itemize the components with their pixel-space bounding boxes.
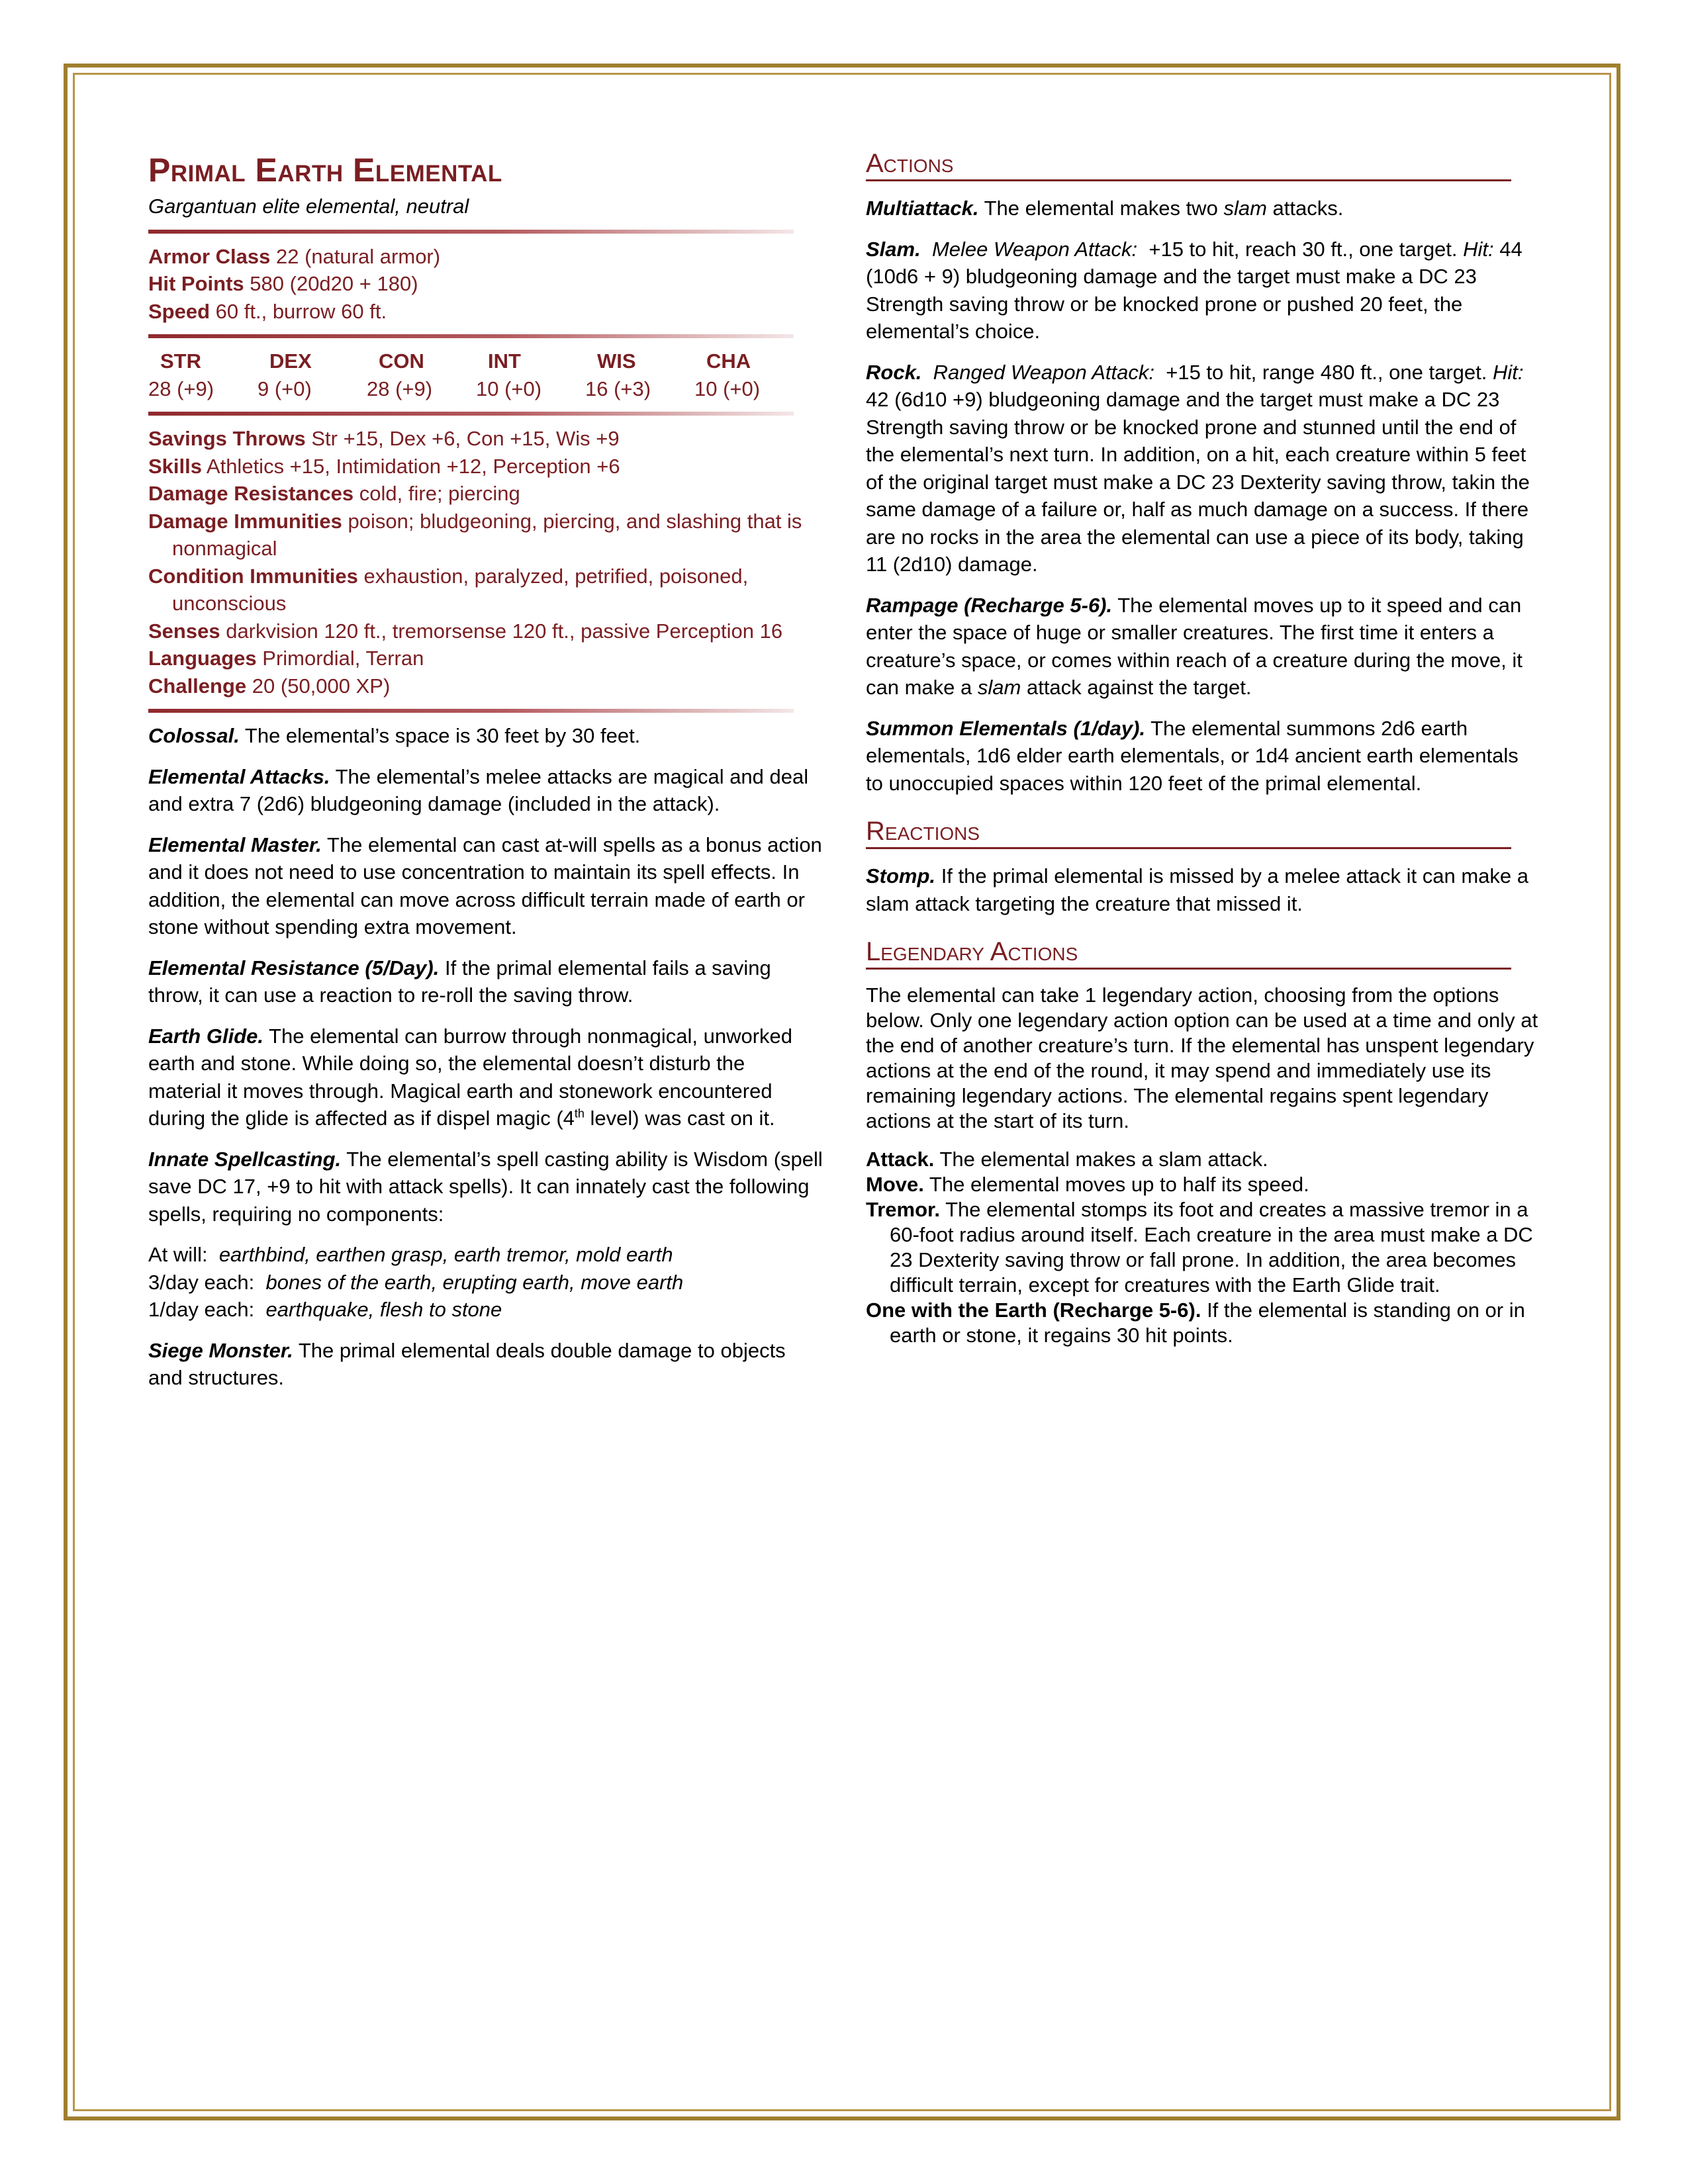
action-multiattack: Multiattack. The elemental makes two slam attacks. xyxy=(866,197,1344,220)
actions-heading: Actions xyxy=(866,149,1511,181)
spell-line: 1/day each: earthquake, flesh to stone xyxy=(148,1298,502,1321)
divider xyxy=(148,334,794,338)
monster-name: Primal Earth Elemental xyxy=(148,152,502,189)
divider xyxy=(148,709,794,713)
saving-throws: Savings Throws Str +15, Dex +6, Con +15, Wis +9 xyxy=(148,427,620,450)
languages: Languages Primordial, Terran xyxy=(148,647,424,670)
ability-scores xyxy=(148,347,804,402)
trait-elemental-resistance: Elemental Resistance (5/Day). If the primal elemental fails a saving throw, it can use a reaction to re-roll the saving throw. xyxy=(148,956,771,1007)
divider xyxy=(148,412,794,416)
stat-block-right-column xyxy=(866,149,1541,1348)
reactions-heading: Reactions xyxy=(866,817,1511,849)
divider xyxy=(148,230,794,234)
monster-type: Gargantuan elite elemental, neutral xyxy=(148,195,469,218)
ability-wis: WIS 16 (+3) xyxy=(585,349,651,400)
ability-int: INT 10 (+0) xyxy=(476,349,542,400)
trait-elemental-master: Elemental Master. The elemental can cast at-will spells as a bonus action and it does not need to use concentration to maintain its spell effects. In addition, the elemental can move across difficult terrain made of earth or stone without spending extra movement. xyxy=(148,833,822,938)
spell-line: 3/day each: bones of the earth, erupting earth, move earth xyxy=(148,1270,684,1294)
damage-immunities: Damage Immunities poison; bludgeoning, piercing, and slashing that is nonmagical xyxy=(148,509,802,560)
action-rampage: Rampage (Recharge 5-6). The elemental moves up to it speed and can enter the space of huge or smaller creatures. The first time it enters a creature’s space, or comes within reach of a creature during the move, it can make a slam attack against the target. xyxy=(866,593,1523,699)
damage-resistances: Damage Resistances cold, fire; piercing xyxy=(148,482,520,505)
trait-siege-monster: Siege Monster. The primal elemental deals double damage to objects and structures. xyxy=(148,1338,786,1389)
skills: Skills Athletics +15, Intimidation +12, Perception +6 xyxy=(148,454,620,478)
spell-line: At will: earthbind, earthen grasp, earth tremor, mold earth xyxy=(148,1243,673,1266)
legendary-attack: Attack. The elemental makes a slam attack. xyxy=(866,1148,1268,1171)
condition-immunities: Condition Immunities exhaustion, paralyzed, petrified, poisoned, unconscious xyxy=(148,564,749,615)
legendary-move: Move. The elemental moves up to half its speed. xyxy=(866,1173,1309,1196)
speed: Speed 60 ft., burrow 60 ft. xyxy=(148,299,387,323)
trait-elemental-attacks: Elemental Attacks. The elemental’s melee attacks are magical and deal and extra 7 (2d6) bludgeoning damage (included in the attack). xyxy=(148,764,809,815)
challenge: Challenge 20 (50,000 XP) xyxy=(148,674,391,698)
stat-block-left-column xyxy=(148,149,823,1405)
ability-cha: CHA 10 (+0) xyxy=(694,349,761,400)
legendary-intro: The elemental can take 1 legendary action, choosing from the options below. Only one legendary action option can be used at a time and only at the end of another creature’s turn. If the elemental has unspent legendary actions at the end of the round, it may spend and immediately use its remaining legendary actions. The elemental regains spent legendary actions at the start of its turn. xyxy=(866,983,1538,1132)
spell-list xyxy=(148,1241,823,1324)
senses: Senses darkvision 120 ft., tremorsense 120 ft., passive Perception 16 xyxy=(148,619,783,643)
hit-points: Hit Points 580 (20d20 + 180) xyxy=(148,272,418,295)
ability-str: STR 28 (+9) xyxy=(148,349,214,400)
legendary-one-with-the-earth: One with the Earth (Recharge 5-6). If the elemental is standing on or in earth or stone, it regains 30 hit points. xyxy=(866,1298,1525,1347)
action-slam: Slam. Melee Weapon Attack: +15 to hit, reach 30 ft., one target. Hit: 44 (10d6 + 9) bludgeoning damage and the target must make a DC 23 Strength saving throw or be knocked prone or pushed 20 feet, the elemental’s choice. xyxy=(866,237,1523,343)
action-summon-elementals: Summon Elementals (1/day). The elemental summons 2d6 earth elementals, 1d6 elder earth elementals, or 1d4 ancient earth elementals to unoccupied spaces within 120 feet of the primal elemental. xyxy=(866,716,1519,795)
trait-colossal: Colossal. The elemental’s space is 30 feet by 30 feet. xyxy=(148,724,641,747)
legendary-actions-heading: Legendary Actions xyxy=(866,937,1511,970)
trait-innate-spellcasting: Innate Spellcasting. The elemental’s spell casting ability is Wisdom (spell save DC 17, +9 to hit with attack spells). It can innately cast the following spells, requiring no components: xyxy=(148,1147,823,1226)
legendary-tremor: Tremor. The elemental stomps its foot and creates a massive tremor in a 60-foot radius around itself. Each creature in the area must make a DC 23 Dexterity saving throw or fall prone. In addition, the area becomes difficult terrain, except for creatures with the Earth Glide trait. xyxy=(866,1198,1533,1297)
ability-dex: DEX 9 (+0) xyxy=(258,349,312,400)
trait-earth-glide: Earth Glide. The elemental can burrow through nonmagical, unworked earth and stone. While doing so, the elemental doesn’t disturb the material it moves through. Magical earth and stonework encountered during the glide is affected as if dispel magic (4th level) was cast on it. xyxy=(148,1024,793,1130)
reaction-stomp: Stomp. If the primal elemental is missed by a melee attack it can make a slam attack targeting the creature that missed it. xyxy=(866,864,1529,915)
action-rock: Rock. Ranged Weapon Attack: +15 to hit, range 480 ft., one target. Hit: 42 (6d10 +9) bludgeoning damage and the target must make a DC 23 Strength saving throw or be knocked prone and stunned until the end of the elemental’s next turn. In addition, on a hit, each creature within 5 feet of the original target must make a DC 23 Dexterity saving throw, takin the same damage of a failure or, half as much damage on a success. If there are no rocks in the area the elemental can use a piece of its body, taking 11 (2d10) damage. xyxy=(866,360,1530,576)
legendary-list xyxy=(866,1147,1541,1348)
armor-class: Armor Class 22 (natural armor) xyxy=(148,244,441,268)
ability-con: CON 28 (+9) xyxy=(367,349,433,400)
